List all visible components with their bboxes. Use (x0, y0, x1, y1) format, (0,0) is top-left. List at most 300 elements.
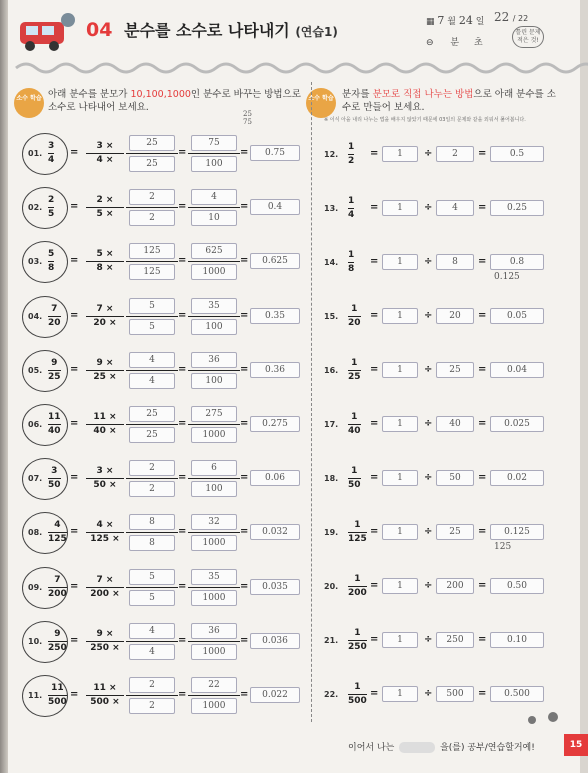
multiplier-boxes (126, 677, 178, 714)
multiplier-denominator-box[interactable]: 2 (129, 481, 175, 497)
divisor-box[interactable]: 25 (436, 362, 474, 378)
result-numerator-box[interactable]: 625 (191, 243, 237, 259)
fraction-bar (188, 695, 240, 696)
fraction-bar (348, 208, 354, 209)
denominator: 200 (348, 588, 367, 598)
fraction-bar (86, 424, 124, 425)
multiplier-denominator-box[interactable]: 25 (129, 156, 175, 172)
result-boxes (188, 135, 240, 172)
equals-sign: = (370, 688, 379, 699)
pencil-correction: 0.125 (494, 272, 520, 282)
problem-row (308, 356, 580, 392)
multiplier-boxes (126, 514, 178, 551)
multiply-fraction (86, 683, 124, 708)
dividend-box[interactable]: 1 (382, 254, 418, 270)
problem-number: 17. (324, 420, 339, 429)
result-denominator-box[interactable]: 1000 (191, 644, 237, 660)
problem-row (8, 679, 308, 715)
denominator: 500 × (90, 697, 120, 707)
result-denominator-box[interactable]: 1000 (191, 264, 237, 280)
problem-row (308, 410, 580, 446)
equals-sign: = (178, 364, 187, 375)
given-fraction (348, 520, 367, 545)
denominator: 40 (48, 426, 61, 436)
equals-sign: = (178, 310, 187, 321)
multiplier-numerator-box[interactable]: 5 (129, 298, 175, 314)
problem-number: 21. (324, 636, 339, 645)
problem-number: 09. (28, 583, 43, 592)
right-section-badge: 소수 학습 (306, 88, 336, 118)
multiplier-boxes (126, 298, 178, 335)
equals-sign: = (240, 689, 249, 700)
left-section-badge: 소수 학습 (14, 88, 44, 118)
decimal-answer-box[interactable]: 0.500 (490, 686, 544, 702)
decimal-answer-box[interactable]: 0.4 (250, 199, 300, 215)
division-sign: ÷ (424, 688, 433, 699)
divisor-box[interactable]: 250 (436, 632, 474, 648)
decimal-answer-box[interactable]: 0.10 (490, 632, 544, 648)
equals-sign: = (178, 581, 187, 592)
multiplier-boxes (126, 406, 178, 443)
multiplier-numerator-box[interactable]: 4 (129, 623, 175, 639)
decimal-answer-box[interactable]: 0.035 (250, 579, 300, 595)
decimal-answer-box[interactable]: 0.125 (490, 524, 544, 540)
multiplier-boxes (126, 569, 178, 606)
numerator: 1 (351, 466, 358, 476)
problem-row (8, 137, 308, 173)
denominator: 20 (48, 318, 61, 328)
date-month: 7 (437, 14, 445, 27)
equals-sign: = (240, 364, 249, 375)
denominator: 50 (48, 480, 61, 490)
numerator: 9 × (96, 629, 114, 639)
decimal-answer-box[interactable]: 0.036 (250, 633, 300, 649)
numerator: 3 × (96, 141, 114, 151)
result-denominator-box[interactable]: 100 (191, 481, 237, 497)
given-fraction (48, 629, 67, 654)
decimal-answer-box[interactable]: 0.05 (490, 308, 544, 324)
equals-sign: = (370, 526, 379, 537)
equals-sign: = (370, 364, 379, 375)
division-sign: ÷ (424, 364, 433, 375)
numerator: 11 × (93, 412, 117, 422)
multiply-fraction (86, 249, 124, 274)
divisor-box[interactable]: 40 (436, 416, 474, 432)
fraction-bar (86, 695, 124, 696)
page-title (86, 18, 338, 41)
equals-sign: = (240, 255, 249, 266)
fraction-bar (188, 587, 240, 588)
multiplier-denominator-box[interactable]: 5 (129, 590, 175, 606)
problem-row (8, 245, 308, 281)
problem-number: 11. (28, 691, 43, 700)
multiply-fraction (86, 466, 124, 491)
right-note: ※ 이식 아을 내리 나누는 법을 배우지 않았기 때문에 03일의 문제와 같을 외워서 풀어봅니다. (324, 117, 526, 123)
multiply-fraction (86, 575, 124, 600)
left-instruction: 아래 분수를 분모가 10,100,1000인 분수로 바꾸는 방법으로 소수로 나타내어 보세요. (48, 89, 301, 113)
equals-sign: = (70, 147, 79, 158)
divisor-box[interactable]: 25 (436, 524, 474, 540)
fraction-bar (348, 694, 367, 695)
multiplier-denominator-box[interactable]: 4 (129, 373, 175, 389)
multiplier-denominator-box[interactable]: 4 (129, 644, 175, 660)
result-boxes (188, 677, 240, 714)
problem-row (308, 302, 580, 338)
equals-sign: = (478, 688, 487, 699)
multiplier-numerator-box[interactable]: 2 (129, 460, 175, 476)
fraction-bar (188, 261, 240, 262)
numerator: 7 (51, 304, 58, 314)
multiplier-numerator-box[interactable]: 25 (129, 135, 175, 151)
fraction-bar (348, 478, 361, 479)
equals-sign: = (70, 581, 79, 592)
numerator: 11 × (93, 683, 117, 693)
numerator: 5 (48, 249, 55, 259)
multiplier-numerator-box[interactable]: 2 (129, 189, 175, 205)
decimal-answer-box[interactable]: 0.50 (490, 578, 544, 594)
decimal-answer-box[interactable]: 0.35 (250, 308, 300, 324)
result-denominator-box[interactable]: 100 (191, 156, 237, 172)
decimal-answer-box[interactable]: 0.275 (250, 416, 300, 432)
decimal-answer-box[interactable]: 0.032 (250, 524, 300, 540)
multiplier-denominator-box[interactable]: 2 (129, 698, 175, 714)
problem-row (8, 300, 308, 336)
multiplier-boxes (126, 243, 178, 280)
divisor-box[interactable]: 8 (436, 254, 474, 270)
fraction-bar (348, 640, 367, 641)
result-boxes (188, 298, 240, 335)
worksheet-page (8, 0, 583, 773)
fraction-bar (348, 424, 361, 425)
denominator: 8 (48, 263, 55, 273)
denominator: 250 × (90, 643, 120, 653)
fraction-bar (86, 153, 124, 154)
tree-icon (548, 712, 558, 722)
equals-sign: = (370, 148, 379, 159)
result-numerator-box[interactable]: 6 (191, 460, 237, 476)
decimal-answer-box[interactable]: 0.022 (250, 687, 300, 703)
denominator: 125 (348, 534, 367, 544)
result-numerator-box[interactable]: 22 (191, 677, 237, 693)
result-boxes (188, 352, 240, 389)
multiply-fraction (86, 520, 124, 545)
equals-sign: = (478, 148, 487, 159)
decimal-answer-box[interactable]: 0.75 (250, 145, 300, 161)
car-icon (16, 8, 78, 54)
footer-blank[interactable] (399, 742, 435, 753)
equals-sign: = (178, 201, 187, 212)
denominator: 4 (348, 210, 355, 220)
fraction-bar (48, 478, 61, 479)
decimal-answer-box[interactable]: 0.36 (250, 362, 300, 378)
divisor-box[interactable]: 20 (436, 308, 474, 324)
equals-sign: = (478, 526, 487, 537)
dividend-box[interactable]: 1 (382, 686, 418, 702)
denominator: 250 (48, 643, 67, 653)
multiply-fraction (86, 412, 124, 437)
problem-row (8, 625, 308, 661)
fraction-bar (126, 695, 178, 696)
equals-sign: = (478, 634, 487, 645)
problem-number: 14. (324, 258, 339, 267)
denominator: 5 (48, 209, 55, 219)
fraction-bar (188, 370, 240, 371)
numerator: 9 × (96, 358, 114, 368)
problem-row (8, 408, 308, 444)
problem-number: 07. (28, 474, 43, 483)
problem-row (8, 354, 308, 390)
equals-sign: = (240, 635, 249, 646)
numerator: 9 (54, 629, 61, 639)
denominator: 125 × (90, 534, 120, 544)
dividend-box[interactable]: 1 (382, 200, 418, 216)
problem-number: 19. (324, 528, 339, 537)
equals-sign: = (178, 147, 187, 158)
dividend-box[interactable]: 1 (382, 146, 418, 162)
problem-number: 03. (28, 257, 43, 266)
fraction-bar (48, 424, 61, 425)
denominator: 200 (48, 589, 67, 599)
equals-sign: = (478, 256, 487, 267)
result-numerator-box[interactable]: 35 (191, 298, 237, 314)
multiplier-numerator-box[interactable]: 25 (129, 406, 175, 422)
given-fraction (348, 142, 354, 167)
fraction-bar (348, 532, 367, 533)
denominator: 500 (348, 696, 367, 706)
result-numerator-box[interactable]: 36 (191, 352, 237, 368)
denominator: 40 (348, 426, 361, 436)
multiply-fraction (86, 629, 124, 654)
fraction-bar (188, 532, 240, 533)
dividend-box[interactable]: 1 (382, 470, 418, 486)
problem-number: 04. (28, 312, 43, 321)
equals-sign: = (178, 689, 187, 700)
multiplier-numerator-box[interactable]: 125 (129, 243, 175, 259)
multiplier-boxes (126, 352, 178, 389)
equals-sign: = (478, 310, 487, 321)
equals-sign: = (70, 310, 79, 321)
numerator: 1 (351, 304, 358, 314)
title-text: 분수를 소수로 나타내기 (124, 21, 290, 40)
multiplier-boxes (126, 623, 178, 660)
given-fraction (348, 250, 354, 275)
result-denominator-box[interactable]: 1000 (191, 535, 237, 551)
equals-sign: = (178, 472, 187, 483)
dividend-box[interactable]: 1 (382, 632, 418, 648)
result-numerator-box[interactable]: 275 (191, 406, 237, 422)
result-denominator-box[interactable]: 1000 (191, 590, 237, 606)
decimal-answer-box[interactable]: 0.025 (490, 416, 544, 432)
right-instruction: 분자를 분모로 직접 나누는 방법으로 아래 분수를 소수로 만들어 보세요. (342, 89, 556, 113)
decimal-answer-box[interactable]: 0.04 (490, 362, 544, 378)
equals-sign: = (178, 418, 187, 429)
equals-sign: = (240, 418, 249, 429)
denominator: 8 (348, 264, 355, 274)
fraction-bar (126, 424, 178, 425)
result-boxes (188, 243, 240, 280)
given-fraction (48, 249, 54, 274)
decimal-answer-box[interactable]: 0.02 (490, 470, 544, 486)
decimal-answer-box[interactable]: 0.06 (250, 470, 300, 486)
fraction-bar (48, 587, 67, 588)
problem-row (308, 518, 580, 554)
equals-sign: = (178, 635, 187, 646)
multiplier-denominator-box[interactable]: 8 (129, 535, 175, 551)
given-fraction (348, 466, 361, 491)
division-sign: ÷ (424, 148, 433, 159)
given-fraction (48, 683, 67, 708)
multiplier-denominator-box[interactable]: 5 (129, 319, 175, 335)
multiply-fraction (86, 141, 124, 166)
given-fraction (48, 575, 67, 600)
problem-number: 20. (324, 582, 339, 591)
divisor-box[interactable]: 500 (436, 686, 474, 702)
fraction-bar (48, 153, 54, 154)
fraction-bar (188, 641, 240, 642)
equals-sign: = (478, 580, 487, 591)
division-sign: ÷ (424, 310, 433, 321)
divisor-box[interactable]: 200 (436, 578, 474, 594)
result-numerator-box[interactable]: 32 (191, 514, 237, 530)
problem-number: 15. (324, 312, 339, 321)
given-fraction (48, 195, 54, 220)
fraction-bar (86, 207, 124, 208)
dividend-box[interactable]: 1 (382, 416, 418, 432)
division-sign: ÷ (424, 526, 433, 537)
division-sign: ÷ (424, 634, 433, 645)
numerator: 9 (51, 358, 58, 368)
date-day: 24 (458, 14, 473, 27)
result-denominator-box[interactable]: 1000 (191, 698, 237, 714)
result-numerator-box[interactable]: 35 (191, 569, 237, 585)
fraction-bar (48, 641, 67, 642)
denominator: 40 × (93, 426, 117, 436)
decimal-answer-box[interactable]: 0.5 (490, 146, 544, 162)
equals-sign: = (370, 310, 379, 321)
problem-row (308, 680, 580, 716)
result-numerator-box[interactable]: 75 (191, 135, 237, 151)
fraction-bar (188, 316, 240, 317)
tree-icon (528, 716, 536, 724)
dividend-box[interactable]: 1 (382, 308, 418, 324)
equals-sign: = (370, 634, 379, 645)
result-denominator-box[interactable]: 10 (191, 210, 237, 226)
equals-sign: = (70, 418, 79, 429)
divisor-box[interactable]: 50 (436, 470, 474, 486)
multiplier-denominator-box[interactable]: 2 (129, 210, 175, 226)
given-fraction (348, 304, 361, 329)
problem-row (308, 194, 580, 230)
multiplier-denominator-box[interactable]: 125 (129, 264, 175, 280)
fraction-bar (86, 370, 124, 371)
fraction-bar (126, 641, 178, 642)
problem-number: 02. (28, 203, 43, 212)
fraction-bar (48, 370, 61, 371)
problem-number: 05. (28, 366, 43, 375)
result-boxes (188, 460, 240, 497)
denominator: 200 × (90, 589, 120, 599)
equals-sign: = (240, 201, 249, 212)
fraction-bar (86, 478, 124, 479)
fraction-bar (126, 316, 178, 317)
equals-sign: = (370, 580, 379, 591)
equals-sign: = (370, 202, 379, 213)
dividend-box[interactable]: 1 (382, 362, 418, 378)
result-denominator-box[interactable]: 1000 (191, 427, 237, 443)
problem-number: 06. (28, 420, 43, 429)
result-boxes (188, 569, 240, 606)
header-divider (16, 58, 588, 74)
given-fraction (48, 358, 61, 383)
numerator: 11 (51, 683, 64, 693)
problem-row (308, 626, 580, 662)
numerator: 4 (54, 520, 61, 530)
equals-sign: = (240, 581, 249, 592)
pencil-margin-note: 25 75 (243, 110, 252, 126)
result-numerator-box[interactable]: 36 (191, 623, 237, 639)
fraction-bar (188, 153, 240, 154)
division-sign: ÷ (424, 202, 433, 213)
divisor-box[interactable]: 4 (436, 200, 474, 216)
multiplier-numerator-box[interactable]: 2 (129, 677, 175, 693)
multiplier-denominator-box[interactable]: 25 (129, 427, 175, 443)
multiplier-numerator-box[interactable]: 5 (129, 569, 175, 585)
fraction-bar (48, 532, 67, 533)
denominator: 250 (348, 642, 367, 652)
denominator: 8 × (96, 263, 114, 273)
equals-sign: = (240, 526, 249, 537)
result-denominator-box[interactable]: 100 (191, 319, 237, 335)
multiply-fraction (86, 195, 124, 220)
fraction-bar (348, 370, 361, 371)
denominator: 2 (348, 156, 355, 166)
problem-row (308, 464, 580, 500)
fraction-bar (48, 207, 54, 208)
fraction-bar (348, 316, 361, 317)
denominator: 20 × (93, 318, 117, 328)
equals-sign: = (240, 472, 249, 483)
dividend-box[interactable]: 1 (382, 578, 418, 594)
fraction-bar (86, 641, 124, 642)
divisor-box[interactable]: 2 (436, 146, 474, 162)
dividend-box[interactable]: 1 (382, 524, 418, 540)
decimal-answer-box[interactable]: 0.25 (490, 200, 544, 216)
fraction-bar (348, 262, 354, 263)
result-numerator-box[interactable]: 4 (191, 189, 237, 205)
given-fraction (48, 141, 54, 166)
fraction-bar (86, 587, 124, 588)
calendar-icon: ▦ (426, 17, 435, 27)
decimal-answer-box[interactable]: 0.625 (250, 253, 300, 269)
equals-sign: = (240, 310, 249, 321)
problem-row (8, 191, 308, 227)
numerator: 7 × (96, 575, 114, 585)
multiplier-boxes (126, 135, 178, 172)
division-sign: ÷ (424, 580, 433, 591)
decimal-answer-box[interactable]: 0.8 (490, 254, 544, 270)
numerator: 1 (348, 196, 355, 206)
fraction-bar (86, 532, 124, 533)
numerator: 1 (354, 574, 361, 584)
fraction-bar (126, 587, 178, 588)
multiplier-numerator-box[interactable]: 4 (129, 352, 175, 368)
division-sign: ÷ (424, 472, 433, 483)
given-fraction (348, 574, 367, 599)
multiplier-numerator-box[interactable]: 8 (129, 514, 175, 530)
result-denominator-box[interactable]: 100 (191, 373, 237, 389)
fraction-bar (126, 370, 178, 371)
equals-sign: = (370, 472, 379, 483)
